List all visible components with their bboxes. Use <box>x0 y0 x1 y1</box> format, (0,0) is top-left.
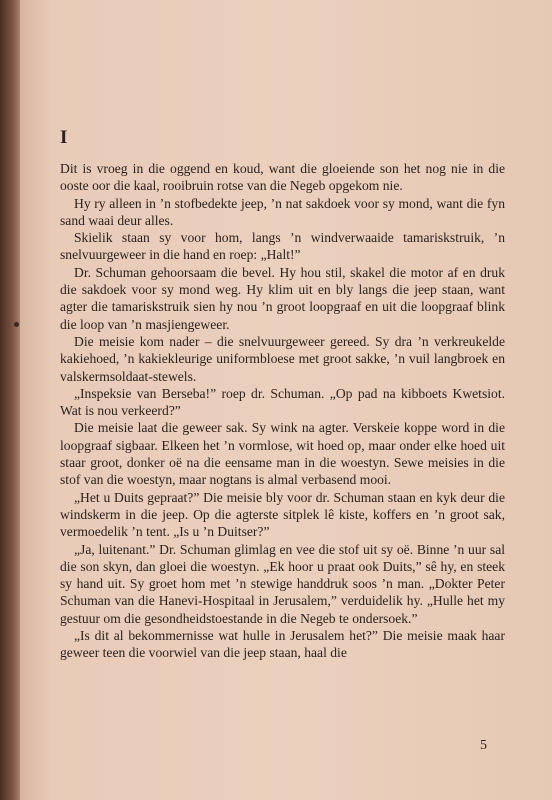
book-page <box>20 0 552 800</box>
page-number: 5 <box>480 738 487 753</box>
paragraph: Die meisie laat die geweer sak. Sy wink na agter. Verskeie koppe word in die loopgraaf sigbaar. Elkeen het ’n vormlose, wit hoed op, maar onder elke hoed uit staar groot, donker oë na die eensame man in die woestyn. Sewe meisies in die stof van die woestyn, maar nogtans is almal verbasend mooi. <box>60 420 505 488</box>
margin-mark <box>14 322 19 327</box>
book-spine <box>0 0 20 800</box>
paragraph: Dit is vroeg in die oggend en koud, want die gloeiende son het nog nie in die ooste oor die kaal, rooibruin rotse van die Negeb opgekom nie. <box>60 161 505 194</box>
paragraph: Die meisie kom nader – die snelvuurgeweer gereed. Sy dra ’n verkreukelde kakiehoed, ’n kakiekleurige uniformbloese met groot sakke, ’n vuil langbroek en valskermsoldaat-stewels. <box>60 333 505 384</box>
paragraph: „Het u Duits gepraat?” Die meisie bly voor dr. Schuman staan en kyk deur die windskerm in die jeep. Op die agterste sitplek lê kiste, koffers en ’n groot sak, vermoedelik ’n tent. „Is u ’n Duitser?” <box>60 489 505 540</box>
paragraph: Skielik staan sy voor hom, langs ’n windverwaaide tamariskstruik, ’n snelvuurgeweer in die hand en roep: „Halt!” <box>60 230 505 263</box>
paragraph: Hy ry alleen in ’n stofbedekte jeep, ’n nat sakdoek voor sy mond, want die fyn sand waai deur alles. <box>60 195 505 228</box>
paragraph: „Inspeksie van Berseba!” roep dr. Schuman. „Op pad na kibboets Kwetsiot. Wat is nou verkeerd?” <box>60 385 505 419</box>
paragraph: „Ja, luitenant.” Dr. Schuman glimlag en vee die stof uit sy oë. Binne ’n uur sal die son skyn, dan gloei die woestyn. „Ek hoor u praat ook Duits,” sê hy, en steek sy hand uit. Sy groet hom met ’n stewige handdruk soos ’n man. „Dokter Peter Schuman van die Hanevi-Hospitaal in Jerusalem,” verduidelik hy. „Hulle het my gestuur om die gesondheidstoestande in die Negeb te ondersoek.” <box>60 541 505 626</box>
paragraph: „Is dit al bekommernisse wat hulle in Jerusalem het?” Die meisie maak haar geweer teen die voorwiel van die jeep staan, haal die <box>60 628 505 661</box>
body-text <box>60 160 505 662</box>
paragraph: Dr. Schuman gehoorsaam die bevel. Hy hou stil, skakel die motor af en druk die sakdoek voor sy mond weg. Hy klim uit en bly langs die jeep staan, want agter die tamariskstruik sien hy nou ’n groot loopgraaf en uit die loopgraaf blink die loop van ’n masjiengeweer. <box>60 264 505 332</box>
chapter-heading: I <box>60 127 68 148</box>
